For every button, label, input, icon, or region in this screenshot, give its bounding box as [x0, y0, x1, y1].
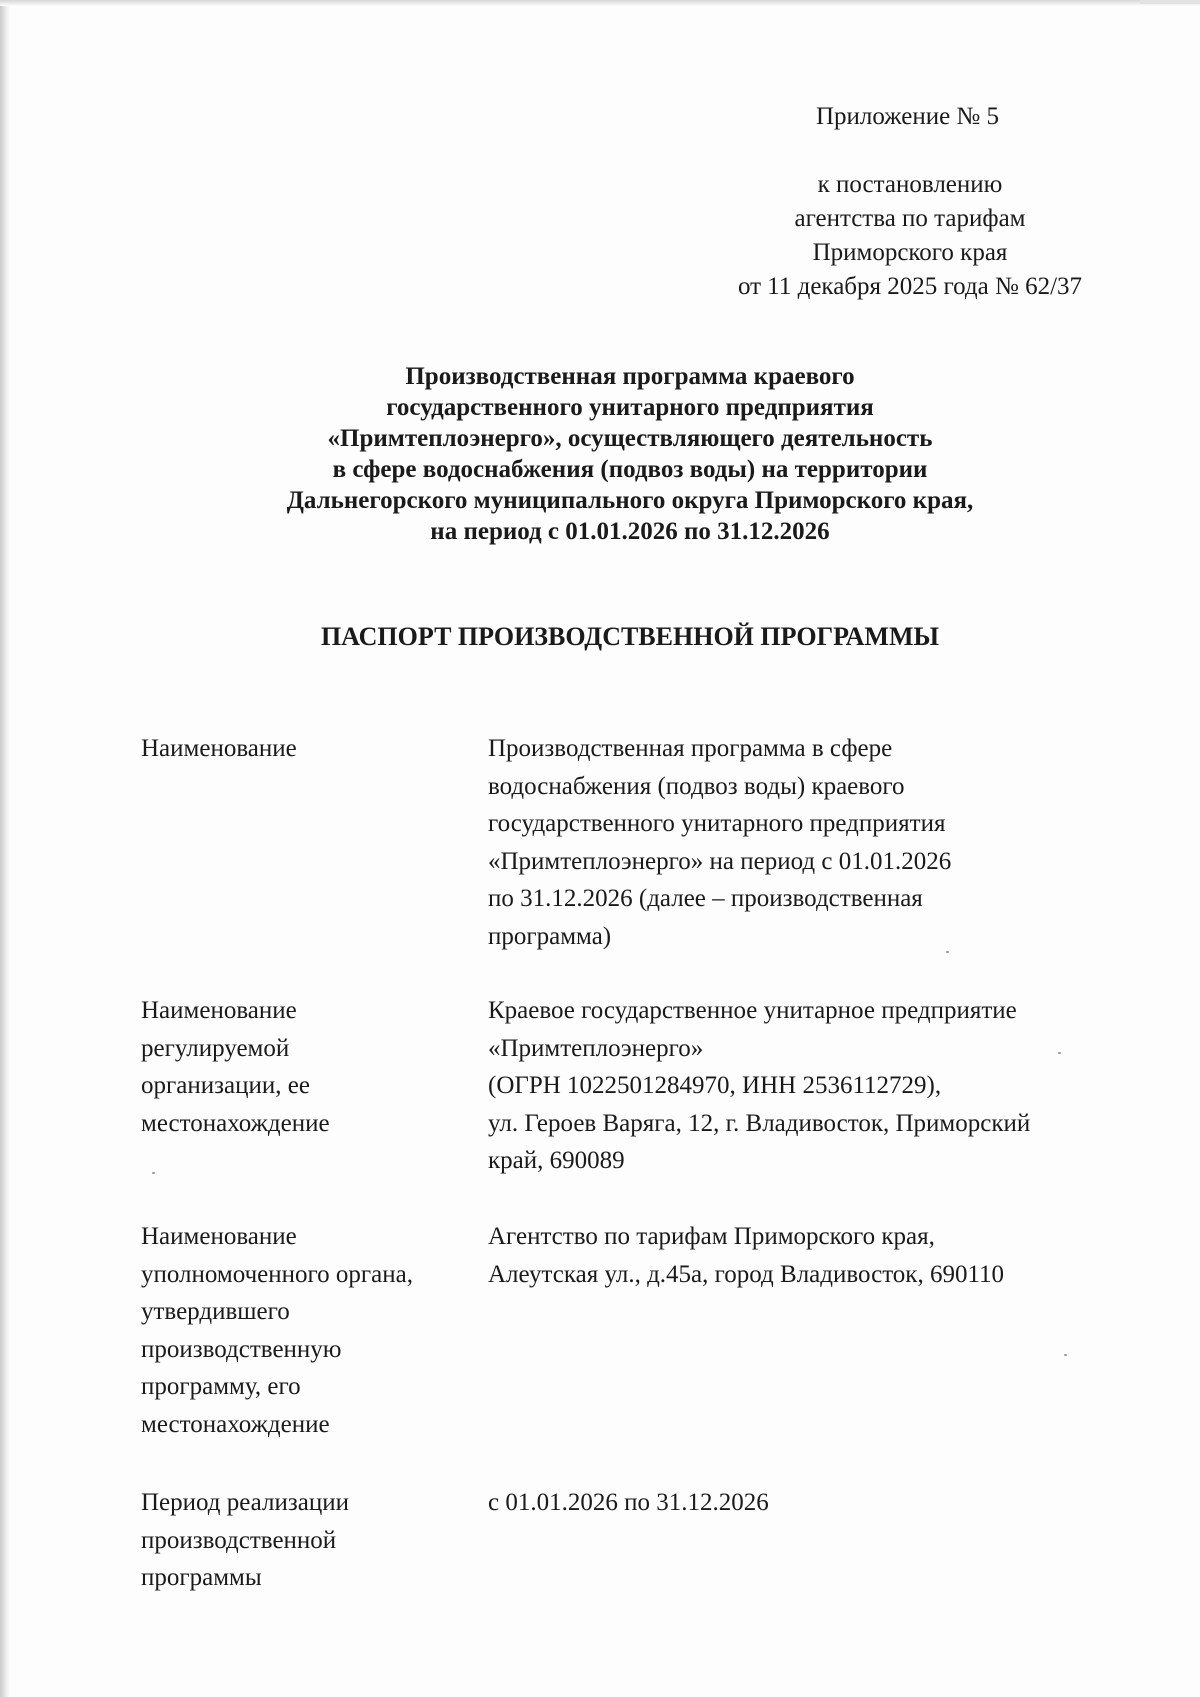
- row-value: [488, 1484, 1118, 1522]
- value-line: (ОГРН 1022501284970, ИНН 2536112729),: [488, 1072, 942, 1099]
- label-line: Наименование: [141, 997, 297, 1024]
- title-line: государственного унитарного предприятия: [386, 394, 874, 421]
- passport-heading: ПАСПОРТ ПРОИЗВОДСТВЕННОЙ ПРОГРАММЫ: [320, 622, 940, 651]
- value-line: Алеутская ул., д.45а, город Владивосток, 690110: [488, 1260, 1005, 1288]
- label-line: Наименование: [141, 735, 297, 762]
- value-line: государственного унитарного предприятия: [488, 810, 946, 837]
- annex-number: Приложение № 5: [816, 103, 1000, 130]
- label-line: местонахождение: [141, 1109, 330, 1137]
- label-line: регулируемой: [141, 1034, 290, 1062]
- scan-edge-top: [0, 0, 1200, 6]
- label-line: производственную: [141, 1335, 342, 1363]
- value-line: ул. Героев Варяга, 12, г. Владивосток, Приморский: [488, 1109, 1031, 1137]
- title-line: на период с 01.01.2026 по 31.12.2026: [430, 518, 830, 545]
- decree-line: агентства по тарифам: [794, 205, 1026, 232]
- value-line: Агентство по тарифам Приморского края,: [488, 1223, 935, 1250]
- value-line: край, 690089: [488, 1147, 625, 1174]
- scan-speck: [152, 1172, 155, 1174]
- title-line: Производственная программа краевого: [405, 363, 855, 390]
- value-line: «Примтеплоэнерго» на период с 01.01.2026: [488, 847, 952, 875]
- value-line: с 01.01.2026 по 31.12.2026: [488, 1489, 769, 1516]
- scan-edge-left: [0, 0, 10, 1697]
- scan-speck: [1058, 1052, 1061, 1054]
- value-line: водоснабжения (подвоз воды) краевого: [488, 772, 905, 800]
- row-value: [488, 1218, 1118, 1293]
- row-label: [141, 992, 471, 1142]
- decree-line: Приморского края: [812, 239, 1008, 266]
- value-line: программа): [488, 922, 612, 950]
- row-value: [488, 992, 1118, 1180]
- decree-reference: [700, 168, 1120, 304]
- label-line: программу, его: [141, 1373, 301, 1400]
- value-line: Производственная программа в сфере: [488, 735, 893, 762]
- scan-speck: [1064, 1354, 1067, 1356]
- row-label: [141, 1484, 471, 1597]
- row-label: [141, 1218, 471, 1443]
- value-line: «Примтеплоэнерго»: [488, 1034, 704, 1062]
- scan-speck: [946, 951, 949, 953]
- title-line: «Примтеплоэнерго», осуществляющего деятельность: [327, 425, 933, 452]
- scan-mark: [1140, 0, 1200, 4]
- label-line: уполномоченного органа,: [141, 1260, 413, 1288]
- value-line: Краевое государственное унитарное предприятие: [488, 997, 1017, 1024]
- decree-line: от 11 декабря 2025 года № 62/37: [737, 273, 1083, 300]
- value-line: по 31.12.2026 (далее – производственная: [488, 885, 923, 912]
- label-line: местонахождение: [141, 1410, 330, 1438]
- label-line: Период реализации: [141, 1489, 349, 1516]
- label-line: программы: [141, 1564, 262, 1591]
- label-line: производственной: [141, 1526, 337, 1554]
- decree-line: к постановлению: [817, 171, 1003, 198]
- title-line: Дальнегорского муниципального округа Приморского края,: [286, 487, 974, 514]
- label-line: Наименование: [141, 1223, 297, 1250]
- document-title: [130, 361, 1130, 547]
- row-label: [141, 730, 471, 768]
- label-line: организации, ее: [141, 1072, 310, 1099]
- title-line: в сфере водоснабжения (подвоз воды) на территории: [332, 456, 928, 483]
- label-line: утвердившего: [141, 1298, 290, 1325]
- row-value: [488, 730, 1118, 955]
